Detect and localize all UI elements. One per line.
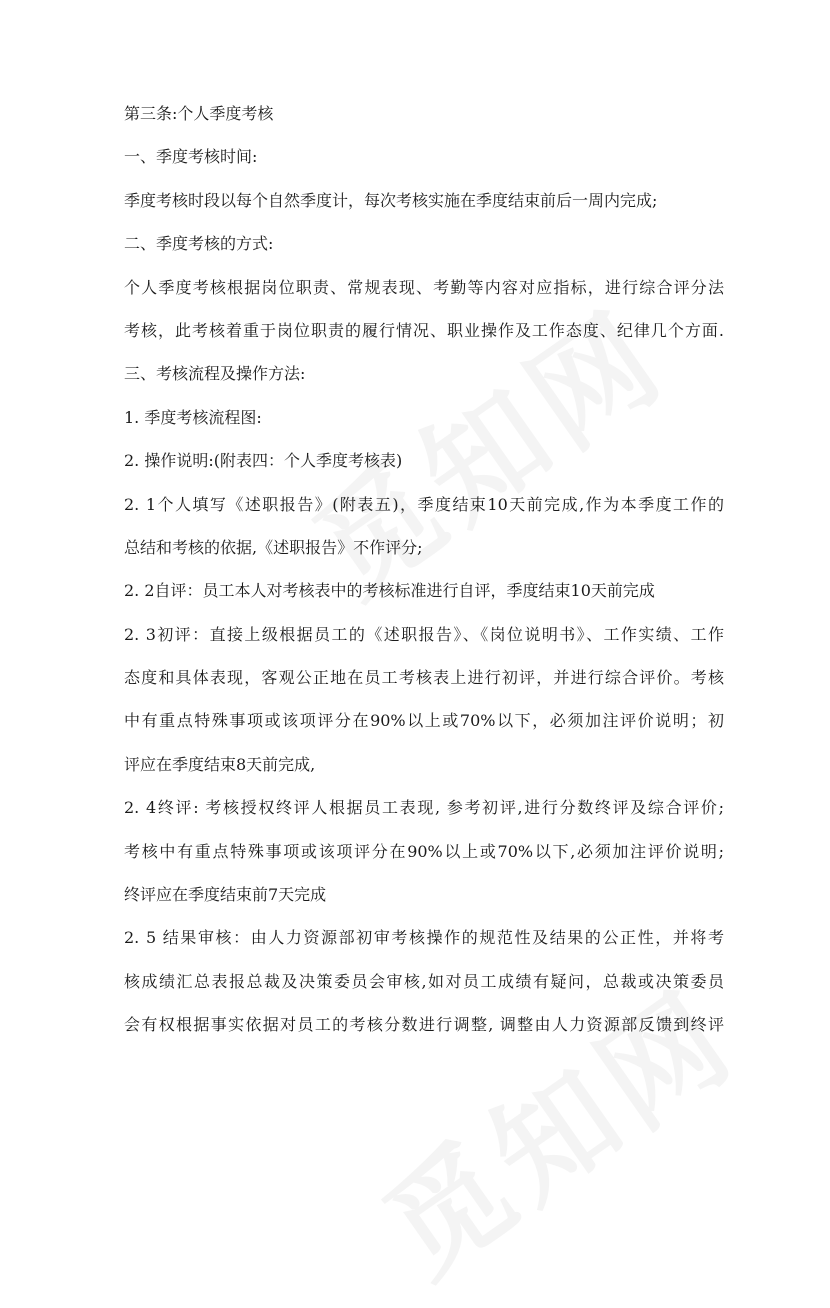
list-item: 2. 操作说明:(附表四：个人季度考核表)	[124, 451, 403, 471]
document-body	[124, 104, 724, 1035]
subsection-heading: 二、季度考核的方式:	[124, 234, 274, 254]
paragraph-line: 考核，此考核着重于岗位职责的履行情况、职业操作及工作态度、纪律几个方面.	[124, 320, 724, 340]
paragraph-line: 终评应在季度结束前7天完成	[124, 885, 327, 905]
paragraph-line: 2. 2自评：员工本人对考核表中的考核标准进行自评，季度结束10天前完成	[124, 581, 655, 601]
paragraph-line: 2. 4终评: 考核授权终评人根据员工表现, 参考初评,进行分数终评及综合评价;	[124, 798, 724, 818]
paragraph-line: 态度和具体表现，客观公正地在员工考核表上进行初评，并进行综合评价。考核	[124, 668, 724, 688]
paragraph-line: 2. 1个人填写《述职报告》(附表五)，季度结束10天前完成,作为本季度工作的	[124, 494, 724, 514]
paragraph-line: 2. 3初评：直接上级根据员工的《述职报告》、《岗位说明书》、工作实绩、工作	[124, 624, 724, 644]
section-heading: 第三条:个人季度考核	[124, 104, 274, 123]
paragraph-line: 评应在季度结束8天前完成,	[124, 754, 316, 774]
paragraph-line: 会有权根据事实依据对员工的考核分数进行调整, 调整由人力资源部反馈到终评	[124, 1015, 724, 1035]
list-item: 1. 季度考核流程图:	[124, 407, 262, 427]
paragraph-line: 总结和考核的依据,《述职报告》不作评分;	[124, 537, 423, 557]
subsection-heading: 三、考核流程及操作方法:	[124, 364, 306, 384]
paragraph-line: 中有重点特殊事项或该项评分在90%以上或70%以下，必须加注评价说明；初	[124, 711, 724, 731]
paragraph-line: 考核中有重点特殊事项或该项评分在90%以上或70%以下,必须加注评价说明;	[124, 841, 724, 861]
paragraph-line: 季度考核时段以每个自然季度计，每次考核实施在季度结束前后一周内完成;	[124, 190, 658, 210]
paragraph-line: 个人季度考核根据岗位职责、常规表现、考勤等内容对应指标，进行综合评分法	[124, 277, 724, 297]
paragraph-line: 2. 5 结果审核：由人力资源部初审考核操作的规范性及结果的公正性，并将考	[124, 928, 724, 948]
paragraph-line: 核成绩汇总表报总裁及决策委员会审核,如对员工成绩有疑问，总裁或决策委员	[124, 971, 724, 991]
subsection-heading: 一、季度考核时间:	[124, 147, 258, 167]
